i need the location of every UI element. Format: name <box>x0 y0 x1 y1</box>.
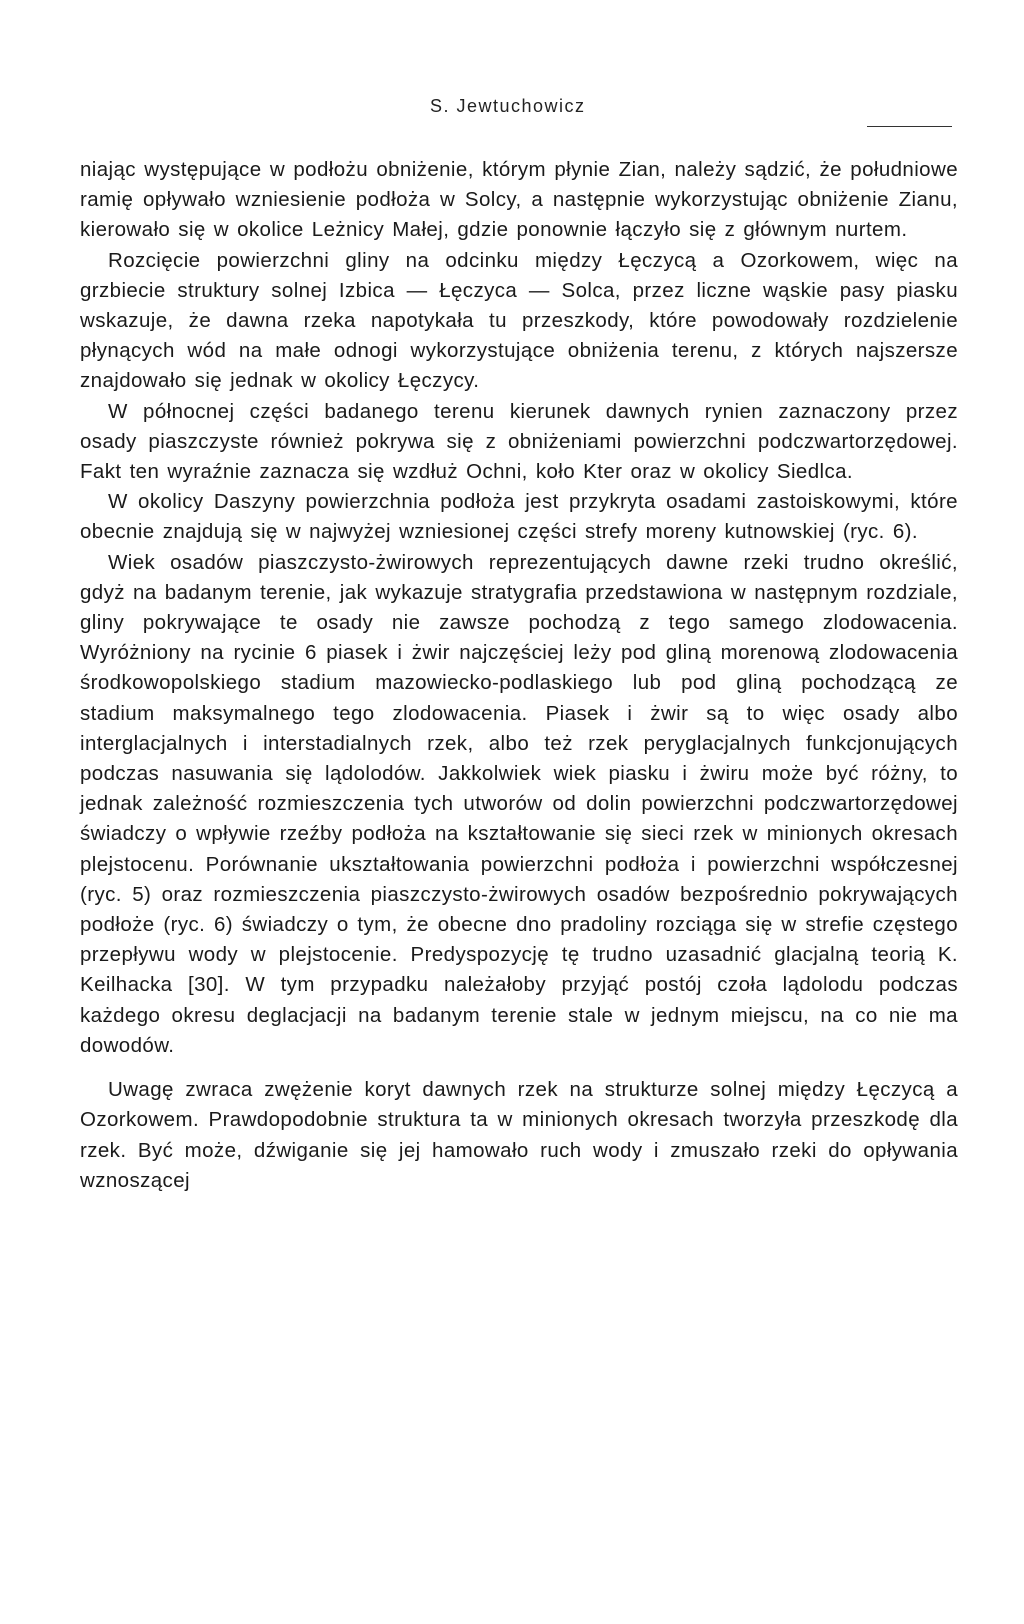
paragraph: Uwagę zwraca zwężenie koryt dawnych rzek na strukturze solnej między Łęczycą a Ozorkowem. Prawdopodobnie struktura ta w minionych okresach tworzyła przeszkodę dla rzek. Być może, dźwiganie się jej hamowało ruch wody i zmuszało rzeki do opływania wznoszącej <box>80 1078 958 1192</box>
running-head-author: S. Jewtuchowicz <box>430 96 586 116</box>
paragraph: Wiek osadów piaszczysto-żwirowych reprezentujących dawne rzeki trudno określić, gdyż na badanym terenie, jak wykazuje stratygrafia przedstawiona w następnym rozdziale, gliny pokrywające te osady nie zawsze pochodzą z tego samego zlodowacenia. Wyróżniony na rycinie 6 piasek i żwir najczęściej leży pod gliną morenową zlodowacenia środkowopolskiego stadium mazowiecko-podlaskiego lub pod gliną pochodzącą ze stadium maksymalnego tego zlodowacenia. Piasek i żwir są to więc osady albo interglacjalnych i interstadialnych rzek, albo też rzek peryglacjalnych funkcjonujących podczas nasuwania się lądolodów. Jakkolwiek wiek piasku i żwiru może być różny, to jednak zależność rozmieszczenia tych utworów od dolin powierzchni podczwartorzędowej świadczy o wpływie rzeźby podłoża na kształtowanie się sieci rzek w minionych okresach plejstocenu. Porównanie ukształtowania powierzchni podłoża i powierzchni współczesnej (ryc. 5) oraz rozmieszczenia piaszczysto-żwirowych osadów bezpośrednio pokrywających podłoże (ryc. 6) świadczy o tym, że obecne dno pradoliny rozciąga się w strefie częstego przepływu wody w plejstocenie. Predyspozycję tę trudno uzasadnić glacjalną teorią K. Keilhacka [30]. W tym przypadku należałoby przyjąć postój czoła lądolodu podczas każdego okresu deglacjacji na badanym terenie stale w jednym miejscu, na co nie ma dowodów. <box>80 550 958 1057</box>
header-rule <box>867 126 952 127</box>
paragraph-continuation: niając występujące w podłożu obniżenie, którym płynie Zian, należy sądzić, że południowe ramię opływało wzniesienie podłoża w Solcy, a następnie wykorzystując obniżenie Zianu, kierowało się w okolice Leżnicy Małej, gdzie ponownie łączyło się z głównym nurtem. <box>80 158 958 242</box>
paragraph: W północnej części badanego terenu kierunek dawnych rynien zaznaczony przez osady piaszczyste również pokrywa się z obniżeniami powierzchni podczwartorzędowej. Fakt ten wyraźnie zaznacza się wzdłuż Ochni, koło Kter oraz w okolicy Siedlca. <box>80 399 958 484</box>
body-text <box>80 155 958 1196</box>
paragraph: Rozcięcie powierzchni gliny na odcinku między Łęczycą a Ozorkowem, więc na grzbiecie struktury solnej Izbica — Łęczyca — Solca, przez liczne wąskie pasy piasku wskazuje, że dawna rzeka napotykała tu przeszkody, które powodowały rozdzielenie płynących wód na małe odnogi wykorzystujące obniżenia terenu, z których najszersze znajdowało się jednak w okolicy Łęczycy. <box>80 248 958 393</box>
paragraph: W okolicy Daszyny powierzchnia podłoża jest przykryta osadami zastoiskowymi, które obecnie znajdują się w najwyżej wzniesionej części strefy moreny kutnowskiej (ryc. 6). <box>80 490 958 544</box>
